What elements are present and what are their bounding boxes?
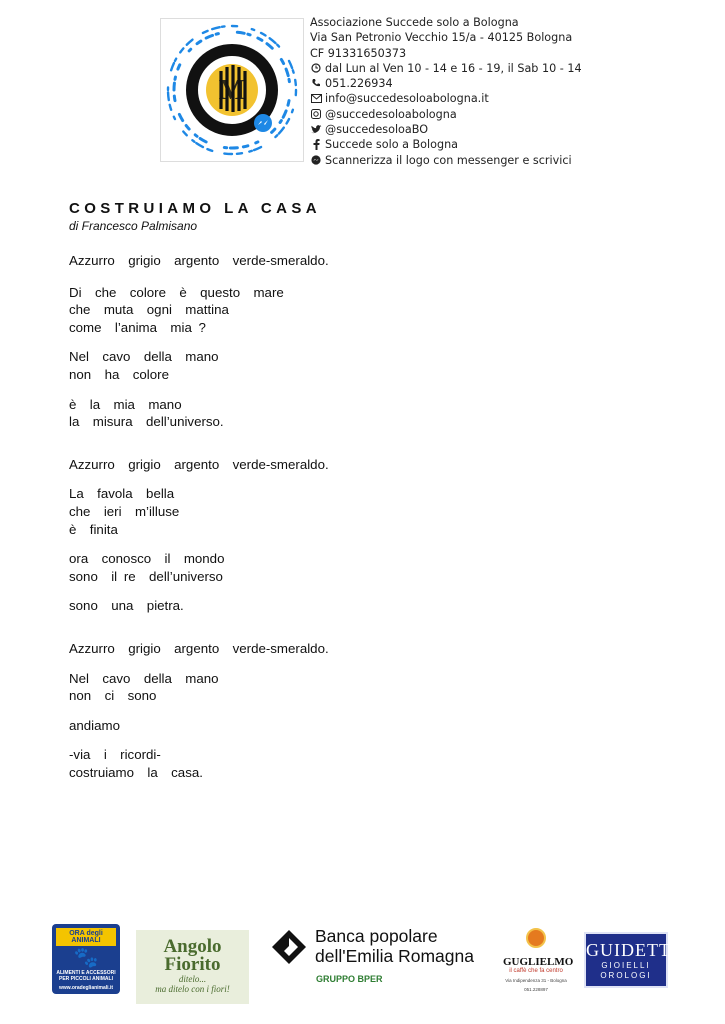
poem-line: Di che colore è questo mare [69, 284, 284, 300]
logo-dash [183, 131, 186, 135]
sponsor-guglielmo-logo [503, 928, 574, 1000]
contact-line [310, 107, 610, 122]
logo-dash [286, 69, 288, 76]
sponsor-ora-animali-logo [52, 924, 120, 994]
poem-stanza [69, 550, 629, 585]
logo-dash [180, 48, 183, 52]
poem-line: andiamo [69, 717, 121, 733]
logo-dash [189, 49, 191, 51]
poem-stanza [69, 670, 629, 705]
logo-dash [174, 117, 175, 119]
poem-stanza [69, 456, 629, 474]
sponsor-angolo-name-1: Angolo [163, 936, 222, 957]
poem-line: non ha colore [69, 366, 169, 382]
poem-line: è finita [69, 521, 118, 537]
sponsor-guidetti-logo [584, 932, 678, 988]
logo-dash [237, 32, 244, 33]
logo-dash [186, 126, 189, 130]
logo-dash [197, 41, 201, 44]
logo-dash [237, 153, 242, 154]
contact-text: @succedesoloaBO [325, 123, 429, 137]
contact-text: Scannerizza il logo con messenger e scrivici [325, 153, 572, 167]
facebook-icon [310, 137, 322, 152]
logo-dash [248, 34, 250, 35]
sponsor-angolo-tagline-1: ditelo... [178, 974, 207, 984]
logo-dash [168, 92, 169, 100]
poem-line: La favola bella [69, 486, 175, 502]
logo-dash [280, 121, 281, 123]
logo-dash [178, 65, 180, 69]
logo-dash [196, 143, 203, 147]
poem-stanza [69, 597, 629, 615]
bper-mark-icon [272, 930, 306, 964]
logo-dash [170, 105, 171, 110]
logo-dash [261, 33, 265, 36]
poem-line: Azzurro grigio argento verde-smeraldo. [69, 456, 329, 472]
sponsor-guglielmo-tagline: il caffè che fa centro [509, 968, 563, 974]
association-contact-info [310, 15, 610, 168]
sponsor-guglielmo-phone: 051.228897 [524, 987, 548, 992]
sponsor-ora-name: ORA degli ANIMALI [56, 928, 116, 946]
poem-body [69, 252, 629, 781]
poem-title: COSTRUIAMO LA CASA [69, 200, 321, 217]
phone-icon [310, 76, 322, 91]
mail-icon [310, 91, 322, 106]
sponsor-bper-name-2: dell'Emilia Romagna [315, 946, 474, 966]
poem-line: la misura dell’universo. [69, 414, 224, 430]
logo-dash [279, 128, 284, 134]
contact-text: @succedesoloabologna [325, 107, 457, 121]
logo-dash [207, 149, 212, 151]
contact-line [310, 91, 610, 106]
poem-line: costruiamo la casa. [69, 764, 203, 780]
logo-dash [174, 96, 175, 101]
contact-text: Succede solo a Bologna [325, 138, 459, 152]
instagram-icon [310, 107, 322, 122]
twitter-icon [310, 122, 322, 137]
poem-stanza [69, 348, 629, 383]
logo-dash [203, 31, 208, 33]
bper-group-name: BPER [357, 974, 383, 984]
logo-dash [287, 119, 290, 123]
poem-line: -via i ricordi- [69, 747, 161, 763]
sponsor-bper-name-1: Banca popolare [315, 926, 438, 946]
poem-author: di Francesco Palmisano [69, 219, 198, 233]
poem-line: Nel cavo della mano [69, 349, 219, 365]
logo-dash [192, 140, 194, 142]
sponsor-angolo-name-2: Fiorito [164, 954, 221, 975]
logo-dash [216, 34, 218, 35]
messenger-code-graphic [161, 19, 303, 161]
sponsor-guidetti-name: GUIDETTI [586, 940, 678, 960]
contact-line [310, 122, 610, 137]
contact-text: Associazione Succede solo a Bologna [310, 16, 519, 29]
poem-line: sono una pietra. [69, 598, 184, 614]
logo-dash [179, 114, 182, 120]
poem-line: sono il re dell’universo [69, 568, 223, 584]
poem-line: Nel cavo della mano [69, 670, 219, 686]
poem-line: ora conosco il mondo [69, 551, 225, 567]
logo-dash [171, 63, 174, 70]
contact-line [310, 61, 610, 76]
sponsor-logos [0, 920, 725, 1000]
sponsor-guglielmo-address: Via Indipendenza 31 - Bologna [505, 978, 567, 983]
contact-line [310, 46, 610, 61]
logo-dash [175, 59, 176, 61]
logo-dash [212, 27, 219, 29]
logo-dash [200, 138, 206, 141]
contact-line [310, 153, 610, 168]
contact-line [310, 137, 610, 152]
sponsor-angolo-fiorito-logo [136, 930, 249, 1004]
poem-line: non ci sono [69, 688, 157, 704]
poem-line: che ieri m’illuse [69, 503, 180, 519]
poem-stanza [69, 485, 629, 538]
logo-dash [195, 135, 197, 136]
sponsor-ora-site: www.oradeglianimali.it [59, 985, 113, 991]
contact-line [310, 76, 610, 91]
messenger-icon [310, 153, 322, 168]
logo-dash [267, 44, 272, 49]
logo-dash [256, 142, 258, 143]
sponsor-angolo-tagline-2: ma ditelo con i fiori! [155, 984, 230, 994]
logo-dash [293, 70, 294, 72]
logo-dash [288, 101, 289, 106]
logo-dash [272, 129, 275, 132]
contact-text: Via San Petronio Vecchio 15/a - 40125 Bologna [310, 31, 573, 45]
logo-dash [252, 29, 254, 30]
poem-stanza [69, 746, 629, 781]
sponsor-guidetti-line1: GIOIELLI [601, 961, 651, 970]
contact-text: dal Lun al Ven 10 - 14 e 16 - 19, il Sab 10 - 14 [325, 61, 582, 75]
contact-text: 051.226934 [325, 77, 393, 91]
sponsor-guidetti-line2: OROLOGI [600, 971, 652, 980]
poem-line: che muta ogni mattina [69, 302, 229, 318]
logo-dash [249, 151, 251, 152]
poem-stanza [69, 252, 629, 270]
target-icon [526, 928, 546, 948]
sponsor-guglielmo-name: GUGLIELMO [503, 956, 574, 968]
contact-line [310, 30, 610, 45]
svg-text:M: M [218, 75, 246, 106]
clock-icon [310, 61, 322, 76]
logo-dash [270, 38, 276, 43]
logo-dash [258, 38, 262, 40]
paw-icon: 🐾 [73, 947, 99, 969]
poem-line: come l’anima mia ? [69, 319, 206, 335]
poem-stanza [69, 284, 629, 337]
poem-line: è la mia mano [69, 396, 182, 412]
logo-dash [243, 146, 248, 147]
logo-dash [254, 147, 261, 150]
logo-dash [281, 59, 283, 63]
poem-stanza [69, 396, 629, 431]
sponsor-bper-logo [272, 926, 487, 990]
messenger-code-logo [160, 18, 304, 162]
logo-dash [292, 110, 293, 112]
contact-line [310, 15, 610, 30]
sponsor-ora-tagline: ALIMENTI E ACCESSORI PER PICCOLI ANIMALI [56, 970, 116, 982]
bper-group-prefix: GRUPPO [316, 974, 356, 984]
logo-dash [277, 45, 279, 47]
logo-dash [283, 111, 286, 117]
poem-line: Azzurro grigio argento verde-smeraldo. [69, 253, 329, 268]
logo-dash [275, 135, 277, 137]
logo-dash [289, 61, 292, 68]
poem-line: Azzurro grigio argento verde-smeraldo. [69, 640, 329, 656]
poem-stanza [69, 717, 629, 735]
logo-dash [187, 40, 193, 45]
logo-dash [295, 80, 296, 85]
poem-stanza [69, 640, 629, 658]
contact-text: CF 91331650373 [310, 46, 407, 60]
logo-dash [206, 35, 212, 38]
contact-text: info@succedesoloabologna.it [325, 92, 489, 106]
